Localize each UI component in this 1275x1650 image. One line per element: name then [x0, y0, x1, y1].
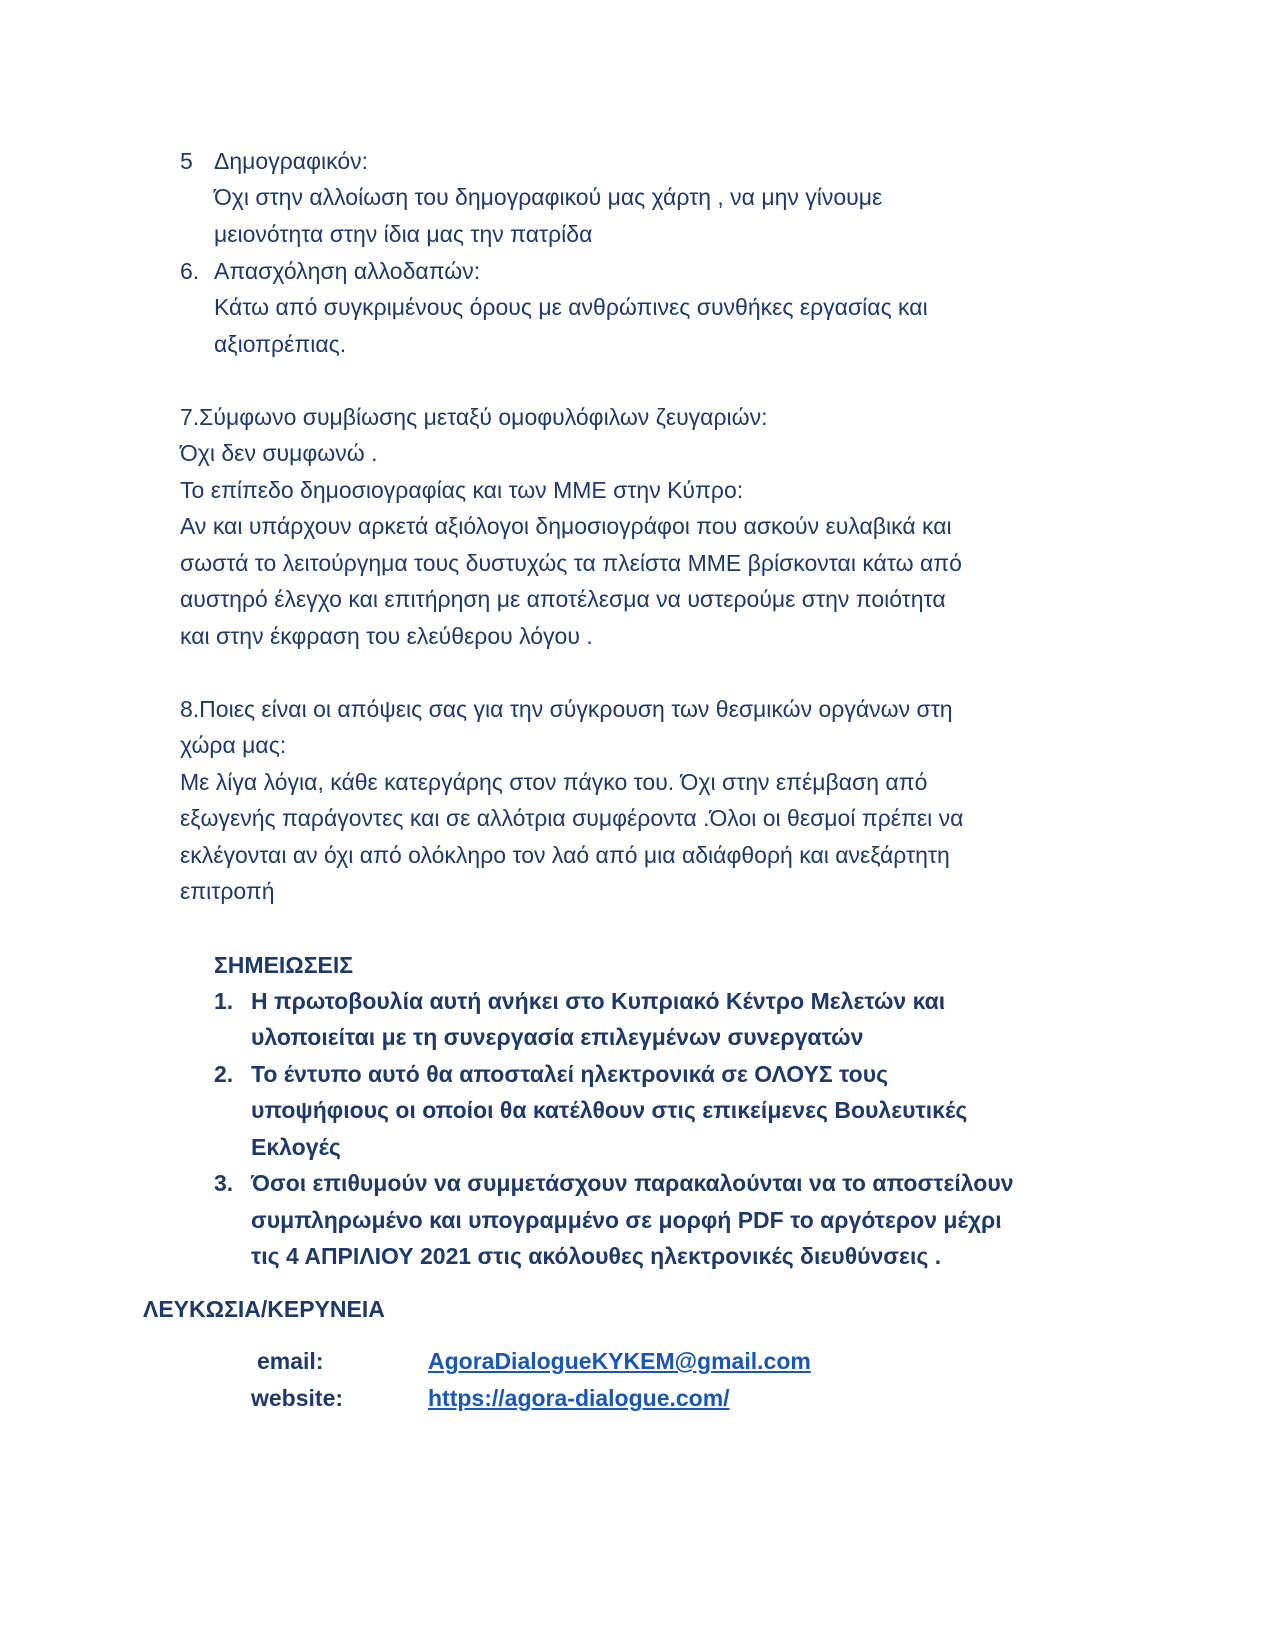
- item-8-title-line-2: χώρα μας:: [180, 732, 287, 758]
- note-3-line-2: συμπληρωμένο και υπογραμμένο σε μορφή PDF το αργότερον μέχρι: [251, 1207, 1002, 1233]
- item-5-line-1: Όχι στην αλλοίωση του δημογραφικού μας χάρτη , να μην γίνουμε: [214, 184, 883, 210]
- item-8-answer-line-1: Με λίγα λόγια, κάθε κατεργάρης στον πάγκο του. Όχι στην επέμβαση από: [180, 769, 928, 795]
- note-2-line-2: υποψήφιους οι οποίοι θα κατέλθουν στις επικείμενες Βουλευτικές: [251, 1097, 968, 1123]
- note-1-line-1: Η πρωτοβουλία αυτή ανήκει στο Κυπριακό Κέντρο Μελετών και: [251, 988, 946, 1014]
- item-8-title-line-1: 8.Ποιες είναι οι απόψεις σας για την σύγκρουση των θεσμικών οργάνων στη: [180, 696, 953, 722]
- email-label: email:: [257, 1348, 324, 1374]
- item-5-number: 5: [180, 148, 193, 174]
- item-6-line-1: Κάτω από συγκριμένους όρους με ανθρώπινες συνθήκες εργασίας και: [214, 294, 928, 320]
- item-6-title: Απασχόληση αλλοδαπών:: [214, 258, 481, 284]
- website-link[interactable]: https://agora-dialogue.com/: [428, 1385, 730, 1411]
- item-6-line-2: αξιοπρέπιας.: [214, 331, 347, 357]
- item-5-line-2: μειονότητα στην ίδια μας την πατρίδα: [214, 221, 593, 247]
- item-8-answer-line-2: εξωγενής παράγοντες και σε αλλότρια συμφέροντα .Όλοι οι θεσμοί πρέπει να: [180, 805, 964, 831]
- email-link[interactable]: AgoraDialogueKYKEM@gmail.com: [428, 1348, 811, 1374]
- item-8-answer-line-3: εκλέγονται αν όχι από ολόκληρο τον λαό από μια αδιάφθορή και ανεξάρτητη: [180, 842, 950, 868]
- item-7-title: 7.Σύμφωνο συμβίωσης μεταξύ ομοφυλόφιλων ζευγαριών:: [180, 404, 768, 430]
- note-2-line-3: Εκλογές: [251, 1134, 341, 1160]
- item-7-subline-3: αυστηρό έλεγχο και επιτήρηση με αποτέλεσμα να υστερούμε στην ποιότητα: [180, 586, 946, 612]
- item-7-subline-4: και στην έκφραση του ελεύθερου λόγου .: [180, 623, 593, 649]
- notes-heading: ΣΗΜΕΙΩΣΕΙΣ: [214, 952, 354, 978]
- item-7-answer: Όχι δεν συμφωνώ .: [180, 440, 378, 466]
- note-1-number: 1.: [214, 988, 234, 1014]
- note-3-line-1: Όσοι επιθυμούν να συμμετάσχουν παρακαλούνται να το αποστείλουν: [251, 1170, 1014, 1196]
- item-7-subline-1: Αν και υπάρχουν αρκετά αξιόλογοι δημοσιογράφοι που ασκούν ευλαβικά και: [180, 513, 952, 539]
- item-7-subtitle: Το επίπεδο δημοσιογραφίας και των ΜΜΕ στην Κύπρο:: [180, 477, 744, 503]
- item-5-title: Δημογραφικόν:: [214, 148, 369, 174]
- note-3-line-3: τις 4 ΑΠΡΙΛΙΟΥ 2021 στις ακόλουθες ηλεκτρονικές διευθύνσεις .: [251, 1243, 942, 1269]
- note-1-line-2: υλοποιείται με τη συνεργασία επιλεγμένων συνεργατών: [251, 1024, 864, 1050]
- item-7-subline-2: σωστά το λειτούργημα τους δυστυχώς τα πλείστα ΜΜΕ βρίσκονται κάτω από: [180, 550, 962, 576]
- item-6-number: 6.: [180, 258, 200, 284]
- contact-region: ΛΕΥΚΩΣΙΑ/ΚΕΡΥΝΕΙΑ: [143, 1296, 385, 1322]
- website-label: website:: [251, 1385, 344, 1411]
- note-2-number: 2.: [214, 1061, 234, 1087]
- note-2-line-1: Το έντυπο αυτό θα αποσταλεί ηλεκτρονικά σε ΟΛΟΥΣ τους: [251, 1061, 889, 1087]
- item-8-answer-line-4: επιτροπή: [180, 878, 275, 904]
- note-3-number: 3.: [214, 1170, 234, 1196]
